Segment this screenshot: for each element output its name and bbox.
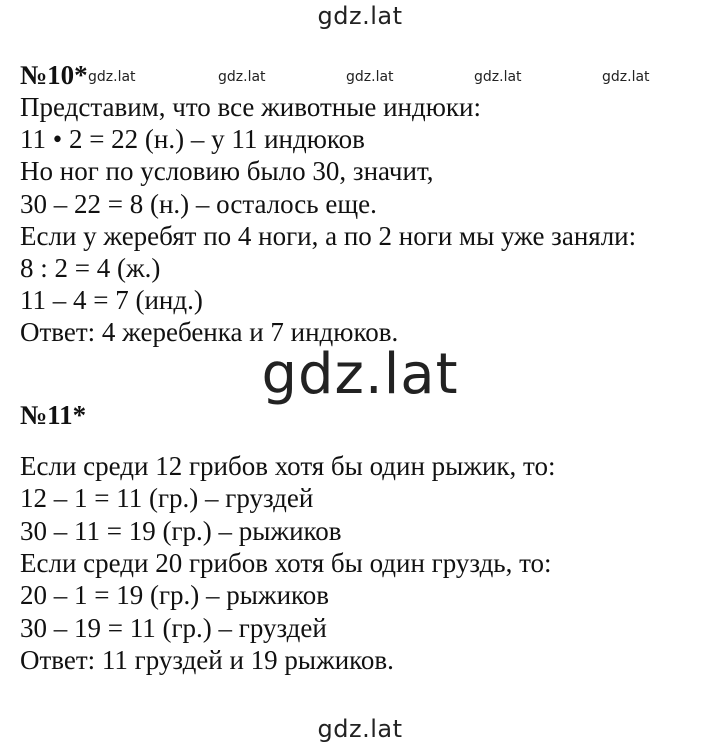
watermark-bottom: gdz.lat bbox=[317, 715, 403, 743]
task-10-line: Представим, что все животные индюки: bbox=[20, 92, 481, 122]
task-10-line: 11 • 2 = 22 (н.) – у 11 индюков bbox=[20, 124, 365, 154]
task-10-answer: Ответ: 4 жеребенка и 7 индюков. bbox=[20, 317, 399, 347]
task-11-line: 30 – 11 = 19 (гр.) – рыжиков bbox=[20, 516, 342, 546]
task-11-line: 30 – 19 = 11 (гр.) – груздей bbox=[20, 613, 327, 643]
task-11-line: 20 – 1 = 19 (гр.) – рыжиков bbox=[20, 580, 330, 610]
task-10-line: Если у жеребят по 4 ноги, а по 2 ноги мы уже заняли: bbox=[20, 221, 637, 251]
task-11-line: 12 – 1 = 11 (гр.) – груздей bbox=[20, 483, 314, 513]
watermark-top: gdz.lat bbox=[317, 2, 403, 30]
task-11-heading: №11* bbox=[20, 400, 87, 430]
watermark-row-item: gdz.lat bbox=[88, 69, 136, 85]
task-10-line: 8 : 2 = 4 (ж.) bbox=[20, 253, 161, 283]
watermark-row-item: gdz.lat bbox=[346, 69, 394, 85]
task-10-line: 11 – 4 = 7 (инд.) bbox=[20, 285, 203, 315]
watermark-row-item: gdz.lat bbox=[218, 69, 266, 85]
task-11-answer: Ответ: 11 груздей и 19 рыжиков. bbox=[20, 645, 394, 675]
task-11-line: Если среди 12 грибов хотя бы один рыжик, то: bbox=[20, 451, 556, 481]
task-10-heading: №10* bbox=[20, 60, 88, 90]
task-10-line: 30 – 22 = 8 (н.) – осталось еще. bbox=[20, 189, 377, 219]
watermark-center: gdz.lat bbox=[261, 342, 459, 407]
task-11-line: Если среди 20 грибов хотя бы один груздь, то: bbox=[20, 548, 552, 578]
watermark-row-item: gdz.lat bbox=[474, 69, 522, 85]
task-10-line: Но ног по условию было 30, значит, bbox=[20, 156, 434, 186]
watermark-row-item: gdz.lat bbox=[602, 69, 650, 85]
